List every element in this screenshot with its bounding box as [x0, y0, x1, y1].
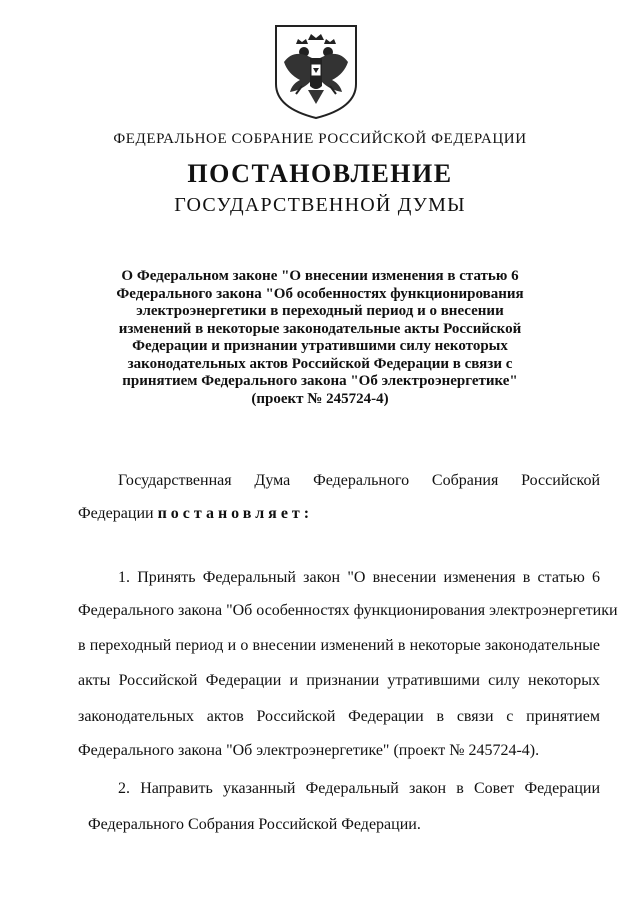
- document-authority: ГОСУДАРСТВЕННОЙ ДУМЫ: [174, 194, 466, 216]
- document-type-title: ПОСТАНОВЛЕНИЕ: [187, 159, 453, 188]
- subject-line: (проект № 245724-4): [251, 390, 389, 407]
- subject-line: электроэнергетики в переходный период и о внесении: [136, 303, 504, 319]
- resolves-word: постановляет:: [157, 505, 314, 522]
- item-1-line: Федерального закона "Об особенностях функционирования электроэнергетики: [78, 602, 618, 619]
- preamble-text: Федерации: [78, 505, 158, 522]
- subject-line: изменений в некоторые законодательные акты Российской: [118, 320, 522, 337]
- preamble-line: [78, 505, 600, 523]
- coat-of-arms-icon: [272, 22, 360, 120]
- item-2-line: Федерального Собрания Российской Федерации.: [88, 816, 421, 833]
- item-2-line: 2. Направить указанный Федеральный закон в Совет Федерации: [118, 780, 600, 797]
- item-1-line: Федерального закона "Об электроэнергетике" (проект № 245724-4).: [78, 742, 540, 759]
- organization-title: ФЕДЕРАЛЬНОЕ СОБРАНИЕ РОССИЙСКОЙ ФЕДЕРАЦИИ: [113, 131, 527, 147]
- item-1-line: акты Российской Федерации и признании утратившими силу некоторых: [78, 672, 600, 689]
- subject-line: принятием Федерального закона "Об электроэнергетике": [122, 373, 518, 389]
- subject-line: Федерального закона "Об особенностях функционирования: [116, 285, 524, 302]
- subject-line: законодательных актов Российской Федерации в связи с: [127, 355, 513, 372]
- item-1-line: 1. Принять Федеральный закон "О внесении изменения в статью 6: [118, 569, 600, 586]
- item-1-line: законодательных актов Российской Федерации в связи с принятием: [78, 708, 600, 725]
- preamble-line: Государственная Дума Федерального Собрания Российской: [118, 472, 600, 489]
- document-subject: [90, 268, 550, 408]
- item-1-line: в переходный период и о внесении изменений в некоторые законодательные: [78, 637, 600, 654]
- subject-line: Федерации и признании утратившими силу некоторых: [132, 338, 508, 354]
- subject-line: О Федеральном законе "О внесении изменения в статью 6: [121, 268, 519, 284]
